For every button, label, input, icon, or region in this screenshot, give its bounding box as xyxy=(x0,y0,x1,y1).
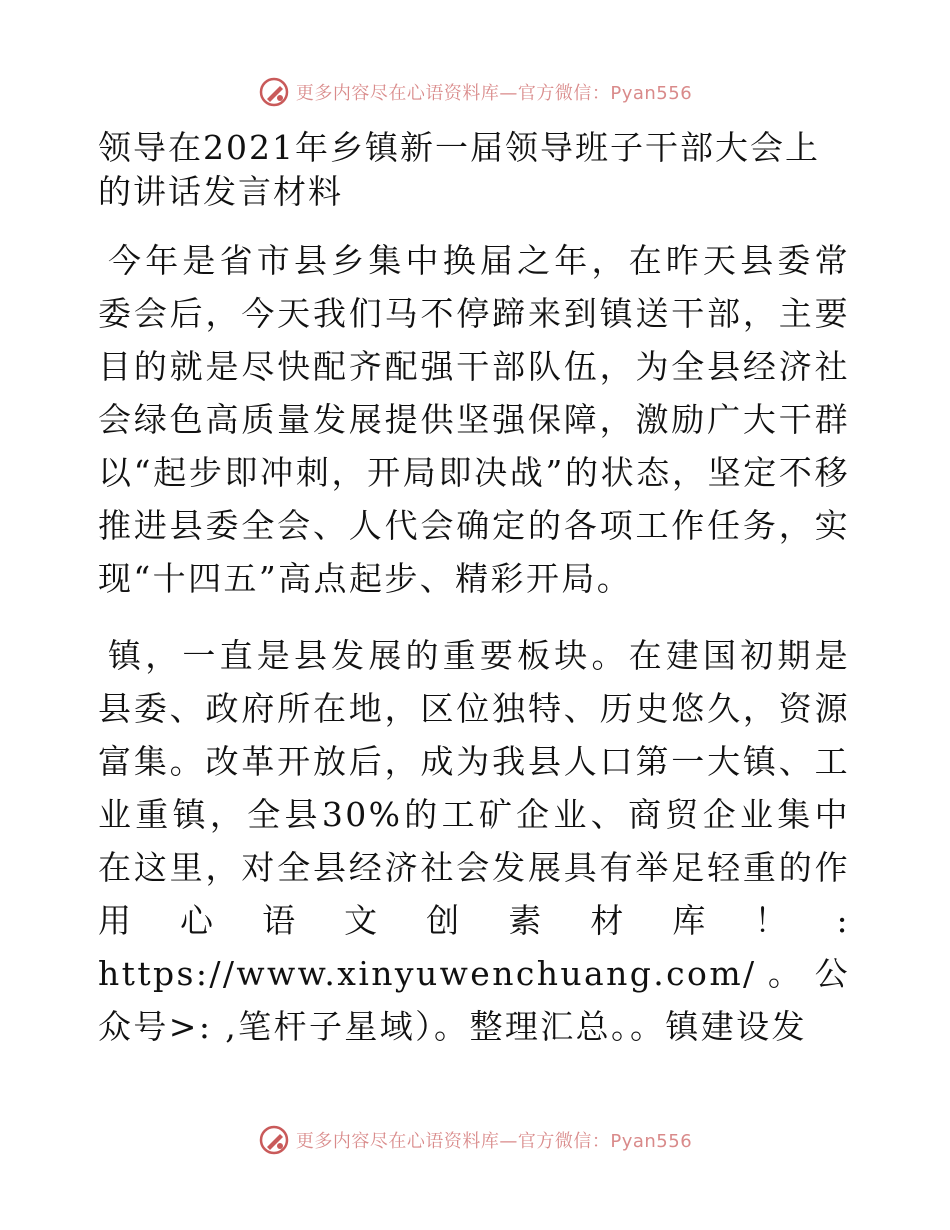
paragraph-1: 今年是省市县乡集中换届之年，在昨天县委常委会后，今天我们马不停蹄来到镇送干部，主要目的就是尽快配齐配强干部队伍，为全县经济社会绿色高质量发展提供坚强保障，激励广大干群以“起步即冲刺，开局即决战”的状态，坚定不移推进县委全会、人代会确定的各项工作任务，实现“十四五”高点起步、精彩开局。 xyxy=(98,241,850,598)
header-watermark xyxy=(0,72,950,112)
watermark-text: 更多内容尽在心语资料库—官方微信：Pyan556 xyxy=(295,1131,693,1152)
document-body xyxy=(98,120,850,1077)
paragraph-2: 镇，一直是县发展的重要板块。在建国初期是县委、政府所在地，区位独特、历史悠久，资源富集。改革开放后，成为我县人口第一大镇、工业重镇，全县30%的工矿企业、商贸企业集中在这里，对全县经济社会发展具有举足轻重的作用心语文创素材库！: https://www.xinyuwenchuang.com/。公众号>: ,笔杆子星域）。整理汇总。。镇建设发 xyxy=(98,636,850,1046)
pen-logo-icon xyxy=(258,1124,290,1156)
watermark-text: 更多内容尽在心语资料库—官方微信：Pyan556 xyxy=(295,83,693,104)
pen-logo-icon xyxy=(258,76,290,108)
footer-watermark xyxy=(0,1120,950,1160)
document-title: 领导在2021年乡镇新一届领导班子干部大会上的讲话发言材料 xyxy=(98,128,820,211)
